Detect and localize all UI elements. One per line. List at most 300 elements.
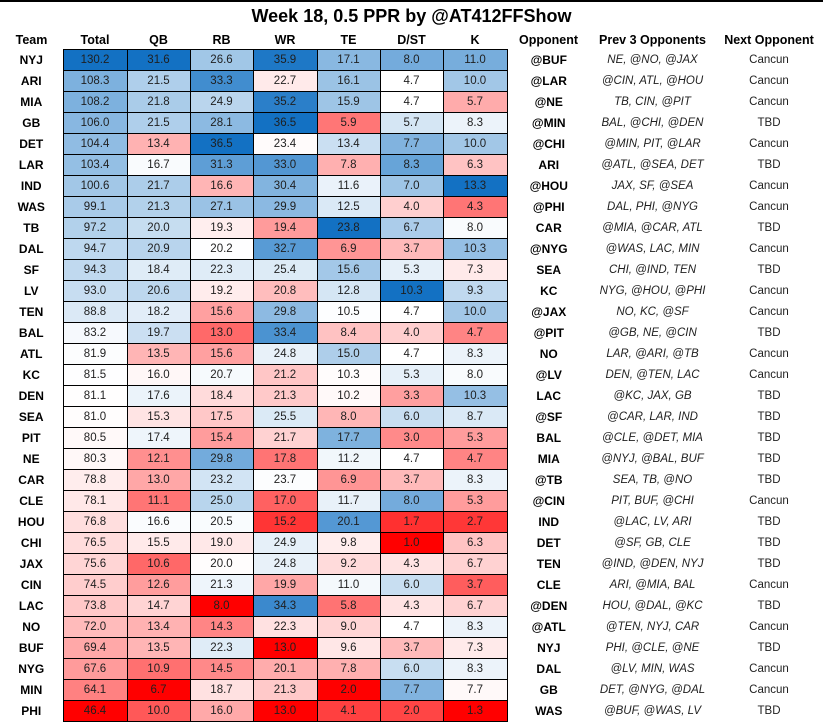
heat-cell-te: 11.0 [317,575,380,596]
heat-cell-rb: 25.0 [190,491,253,512]
heat-cell-te: 9.6 [317,638,380,659]
heat-cell-te: 12.8 [317,281,380,302]
prev-3-opponents: DEN, @TEN, LAC [605,369,700,381]
heat-cell-wr: 19.4 [253,218,317,239]
heat-cell-total: 75.6 [63,554,127,575]
heat-cell-rb: 19.0 [190,533,253,554]
heat-cell-d-st: 8.3 [380,155,443,176]
opponent-label: DAL [536,662,562,676]
heat-cell-d-st: 1.7 [380,512,443,533]
heat-cell-wr: 36.5 [253,113,317,134]
prev-3-opponents: @TEN, NYJ, CAR [605,621,700,633]
table-row-bal [0,323,823,344]
heat-cell-te: 15.6 [317,260,380,281]
heat-cell-qb: 20.0 [127,218,190,239]
heat-cell-rb: 20.2 [190,239,253,260]
page-title: Week 18, 0.5 PPR by @AT412FFShow [251,6,572,26]
prev-3-opponents: SEA, TB, @NO [612,474,693,486]
team-label: JAX [19,557,43,571]
team-label: CHI [20,536,42,550]
next-opponent: TBD [757,390,781,402]
heat-cell-total: 76.5 [63,533,127,554]
col-header-next-opponent: Next Opponent [724,33,814,48]
team-label: NYJ [19,53,43,67]
heat-cell-qb: 6.7 [127,680,190,701]
heat-cell-d-st: 4.7 [380,344,443,365]
table-body [0,50,823,722]
next-opponent: Cancun [749,306,789,318]
heat-cell-rb: 27.1 [190,197,253,218]
team-label: CLE [19,494,44,508]
heat-cell-total: 83.2 [63,323,127,344]
heat-cell-rb: 22.3 [190,638,253,659]
table-row-mia [0,92,823,113]
col-header-d-st: D/ST [397,33,426,47]
heat-cell-total: 88.8 [63,302,127,323]
heat-cell-k: 7.3 [443,260,507,281]
heat-cell-d-st: 8.0 [380,50,443,71]
heat-cell-rb: 15.4 [190,428,253,449]
heat-cell-total: 46.4 [63,701,127,722]
opponent-label: @CIN [532,494,565,508]
heat-cell-k: 10.0 [443,134,507,155]
table-row-sf [0,260,823,281]
team-label: NYG [18,662,45,676]
heat-cell-total: 74.5 [63,575,127,596]
heat-cell-wr: 21.3 [253,386,317,407]
team-label: BAL [18,326,44,340]
opponent-label: SEA [536,263,562,277]
opponent-label: CAR [535,221,562,235]
heat-cell-k: 3.7 [443,575,507,596]
heat-cell-qb: 15.3 [127,407,190,428]
heat-cell-wr: 25.5 [253,407,317,428]
heat-cell-qb: 15.5 [127,533,190,554]
heat-cell-te: 2.0 [317,680,380,701]
table-row-was [0,197,823,218]
prev-3-opponents: PHI, @CLE, @NE [605,642,700,654]
heat-cell-wr: 22.3 [253,617,317,638]
next-opponent: TBD [757,117,781,129]
heat-cell-wr: 21.7 [253,428,317,449]
heat-cell-qb: 20.9 [127,239,190,260]
opponent-label: @NE [534,95,563,109]
heat-cell-te: 8.0 [317,407,380,428]
heat-cell-te: 15.0 [317,344,380,365]
heat-cell-total: 67.6 [63,659,127,680]
prev-3-opponents: @CLE, @DET, MIA [602,432,703,444]
heat-cell-qb: 20.6 [127,281,190,302]
heat-cell-d-st: 7.7 [380,134,443,155]
next-opponent: Cancun [749,369,789,381]
heat-cell-qb: 21.5 [127,113,190,134]
heat-cell-rb: 36.5 [190,134,253,155]
heat-cell-rb: 20.0 [190,554,253,575]
team-label: SF [23,263,39,277]
opponent-label: @CHI [532,137,565,151]
heat-cell-k: 8.3 [443,617,507,638]
heat-cell-k: 8.3 [443,113,507,134]
table-row-sea [0,407,823,428]
prev-3-opponents: @LV, MIN, WAS [610,663,695,675]
team-label: ATL [20,347,43,361]
heat-cell-k: 4.7 [443,323,507,344]
heat-cell-te: 10.3 [317,365,380,386]
team-label: KC [22,368,40,382]
heat-cell-wr: 29.9 [253,197,317,218]
heat-cell-te: 6.9 [317,470,380,491]
table-row-den [0,386,823,407]
table-row-nyj [0,50,823,71]
heat-cell-wr: 13.0 [253,701,317,722]
heat-cell-qb: 18.4 [127,260,190,281]
prev-3-opponents: @GB, NE, @CIN [608,327,697,339]
heat-cell-d-st: 4.7 [380,71,443,92]
table-row-dal [0,239,823,260]
heat-cell-k: 6.7 [443,554,507,575]
heat-cell-wr: 21.2 [253,365,317,386]
heat-cell-k: 10.0 [443,71,507,92]
heat-cell-rb: 18.7 [190,680,253,701]
heat-cell-wr: 24.8 [253,344,317,365]
heat-cell-total: 99.1 [63,197,127,218]
col-header-te: TE [340,33,357,47]
prev-3-opponents: JAX, SF, @SEA [611,180,694,192]
next-opponent: Cancun [749,579,789,591]
next-opponent: TBD [757,222,781,234]
heat-cell-total: 93.0 [63,281,127,302]
prev-3-opponents: @CIN, ATL, @HOU [601,75,704,87]
col-header-prev-3-opponents: Prev 3 Opponents [599,33,706,48]
prev-3-opponents: NO, KC, @SF [616,306,689,318]
next-opponent: Cancun [749,138,789,150]
heat-cell-d-st: 5.3 [380,365,443,386]
opponent-label: @MIN [531,116,566,130]
ppr-heatmap-table [0,31,823,722]
team-label: TEN [19,305,44,319]
heat-cell-k: 9.3 [443,281,507,302]
col-header-qb: QB [149,33,168,47]
heat-cell-te: 6.9 [317,239,380,260]
heat-cell-k: 1.3 [443,701,507,722]
heat-cell-total: 94.3 [63,260,127,281]
heat-cell-d-st: 3.7 [380,470,443,491]
opponent-label: NO [539,347,558,361]
heat-cell-wr: 32.7 [253,239,317,260]
prev-3-opponents: CHI, @IND, TEN [608,264,697,276]
next-opponent: Cancun [749,180,789,192]
heat-cell-qb: 16.6 [127,512,190,533]
opponent-label: MIA [537,452,560,466]
heat-cell-qb: 17.6 [127,386,190,407]
heat-cell-rb: 13.0 [190,323,253,344]
team-label: NE [22,452,40,466]
prev-3-opponents: @MIA, @CAR, ATL [602,222,703,234]
heat-cell-te: 5.8 [317,596,380,617]
heat-cell-d-st: 6.7 [380,218,443,239]
heat-cell-wr: 13.0 [253,638,317,659]
heat-cell-d-st: 4.0 [380,323,443,344]
table-row-car [0,470,823,491]
heat-cell-total: 94.7 [63,239,127,260]
prev-3-opponents: @MIN, PIT, @LAR [604,138,701,150]
heat-cell-total: 76.8 [63,512,127,533]
heat-cell-rb: 23.2 [190,470,253,491]
next-opponent: TBD [757,264,781,276]
heat-cell-d-st: 4.7 [380,302,443,323]
heat-cell-total: 100.6 [63,176,127,197]
prev-3-opponents: ARI, @MIA, BAL [609,579,696,591]
heat-cell-rb: 20.7 [190,365,253,386]
heat-cell-total: 130.2 [63,50,127,71]
heat-cell-rb: 15.6 [190,302,253,323]
heat-cell-rb: 31.3 [190,155,253,176]
heat-cell-wr: 24.9 [253,533,317,554]
heat-cell-qb: 14.7 [127,596,190,617]
opponent-label: IND [538,515,560,529]
next-opponent: TBD [757,474,781,486]
table-row-ten [0,302,823,323]
table-row-min [0,680,823,701]
team-label: BUF [18,641,44,655]
next-opponent: Cancun [749,201,789,213]
heat-cell-d-st: 4.7 [380,617,443,638]
heat-cell-k: 4.3 [443,197,507,218]
table-row-pit [0,428,823,449]
prev-3-opponents: @NYJ, @BAL, BUF [601,453,704,465]
heat-cell-total: 81.0 [63,407,127,428]
next-opponent: TBD [757,600,781,612]
heat-cell-d-st: 4.3 [380,554,443,575]
heat-cell-k: 8.0 [443,365,507,386]
heat-cell-qb: 13.4 [127,617,190,638]
next-opponent: Cancun [749,495,789,507]
heat-cell-qb: 13.4 [127,134,190,155]
opponent-label: @JAX [531,305,567,319]
col-header-total: Total [80,33,110,47]
heat-cell-k: 10.3 [443,386,507,407]
heat-cell-k: 11.0 [443,50,507,71]
heat-cell-total: 72.0 [63,617,127,638]
prev-3-opponents: @SF, GB, CLE [614,537,691,549]
table-row-cle [0,491,823,512]
heat-cell-wr: 35.2 [253,92,317,113]
team-label: NO [22,620,41,634]
heat-cell-qb: 10.0 [127,701,190,722]
next-opponent: TBD [757,516,781,528]
table-row-nyg [0,659,823,680]
heat-cell-k: 5.3 [443,428,507,449]
table-row-phi [0,701,823,722]
heat-cell-d-st: 3.0 [380,428,443,449]
heat-cell-d-st: 4.3 [380,596,443,617]
opponent-label: WAS [535,704,563,718]
heat-cell-rb: 16.0 [190,701,253,722]
heat-cell-k: 6.7 [443,596,507,617]
prev-3-opponents: DET, @NYG, @DAL [599,684,706,696]
table-row-hou [0,512,823,533]
heat-cell-k: 8.0 [443,218,507,239]
heat-cell-qb: 12.1 [127,449,190,470]
prev-3-opponents: @WAS, LAC, MIN [605,243,700,255]
heat-cell-rb: 18.4 [190,386,253,407]
prev-3-opponents: BAL, @CHI, @DEN [601,117,704,129]
next-opponent: TBD [757,705,781,717]
heat-cell-wr: 30.4 [253,176,317,197]
heat-cell-te: 12.5 [317,197,380,218]
heat-cell-te: 17.1 [317,50,380,71]
team-label: IND [20,179,42,193]
prev-3-opponents: TB, CIN, @PIT [614,96,691,108]
next-opponent: Cancun [749,285,789,297]
col-header-k: K [470,33,480,47]
heat-cell-total: 97.2 [63,218,127,239]
team-label: LV [24,284,39,298]
team-label: CAR [18,473,45,487]
heat-cell-te: 11.7 [317,491,380,512]
heat-cell-wr: 23.7 [253,470,317,491]
team-label: TB [23,221,40,235]
heat-cell-total: 103.4 [63,155,127,176]
prev-3-opponents: NYG, @HOU, @PHI [599,285,706,297]
heat-cell-qb: 17.4 [127,428,190,449]
opponent-label: @LV [535,368,562,382]
heat-cell-wr: 20.8 [253,281,317,302]
heat-cell-rb: 16.6 [190,176,253,197]
heat-cell-te: 8.4 [317,323,380,344]
heat-cell-total: 81.1 [63,386,127,407]
heat-cell-k: 8.7 [443,407,507,428]
heat-cell-d-st: 6.0 [380,407,443,428]
heat-cell-wr: 35.9 [253,50,317,71]
heat-cell-te: 7.8 [317,659,380,680]
team-label: PIT [21,431,41,445]
heat-cell-rb: 17.5 [190,407,253,428]
heat-cell-d-st: 5.7 [380,113,443,134]
team-label: SEA [18,410,44,424]
heat-cell-rb: 19.2 [190,281,253,302]
heat-cell-qb: 21.3 [127,197,190,218]
heat-cell-rb: 8.0 [190,596,253,617]
opponent-label: ARI [538,158,560,172]
col-header-wr: WR [274,33,296,47]
heat-cell-qb: 13.0 [127,470,190,491]
heat-cell-wr: 24.8 [253,554,317,575]
heat-cell-qb: 13.5 [127,638,190,659]
next-opponent: TBD [757,537,781,549]
next-opponent: Cancun [749,348,789,360]
heat-cell-wr: 21.3 [253,680,317,701]
heat-cell-total: 78.8 [63,470,127,491]
next-opponent: Cancun [749,54,789,66]
heat-cell-wr: 20.1 [253,659,317,680]
heat-cell-d-st: 6.0 [380,575,443,596]
heat-cell-k: 5.3 [443,491,507,512]
opponent-label: @PIT [533,326,564,340]
heat-cell-te: 20.1 [317,512,380,533]
table-row-chi [0,533,823,554]
heat-cell-qb: 10.6 [127,554,190,575]
next-opponent: Cancun [749,663,789,675]
table-row-buf [0,638,823,659]
heat-cell-d-st: 4.7 [380,449,443,470]
heat-cell-k: 8.3 [443,659,507,680]
table-row-jax [0,554,823,575]
heat-cell-d-st: 3.7 [380,638,443,659]
prev-3-opponents: @BUF, @WAS, LV [603,705,702,717]
next-opponent: TBD [757,453,781,465]
heat-cell-k: 10.3 [443,239,507,260]
heat-cell-total: 108.3 [63,71,127,92]
heat-cell-wr: 33.4 [253,323,317,344]
heat-cell-te: 4.1 [317,701,380,722]
team-label: ARI [20,74,42,88]
heat-cell-te: 11.6 [317,176,380,197]
heat-cell-rb: 14.3 [190,617,253,638]
heat-cell-qb: 19.7 [127,323,190,344]
prev-3-opponents: @IND, @DEN, NYJ [601,558,704,570]
table-row-lv [0,281,823,302]
heat-cell-wr: 34.3 [253,596,317,617]
heat-cell-te: 17.7 [317,428,380,449]
opponent-label: GB [539,683,558,697]
table-row-kc [0,365,823,386]
opponent-label: BAL [536,431,562,445]
heat-cell-d-st: 5.3 [380,260,443,281]
heat-cell-k: 10.0 [443,302,507,323]
table-row-gb [0,113,823,134]
next-opponent: Cancun [749,243,789,255]
team-label: DAL [18,242,44,256]
heat-cell-wr: 17.0 [253,491,317,512]
heat-cell-rb: 14.5 [190,659,253,680]
next-opponent: Cancun [749,96,789,108]
table-row-ne [0,449,823,470]
next-opponent: TBD [757,327,781,339]
heat-cell-d-st: 6.0 [380,659,443,680]
team-label: MIN [20,683,43,697]
team-label: DET [19,137,44,151]
heat-cell-qb: 10.9 [127,659,190,680]
table-row-lac [0,596,823,617]
table-row-lar [0,155,823,176]
heat-cell-qb: 12.6 [127,575,190,596]
col-header-rb: RB [212,33,231,47]
heat-cell-wr: 15.2 [253,512,317,533]
heat-cell-te: 9.8 [317,533,380,554]
heat-cell-total: 73.8 [63,596,127,617]
opponent-label: @ATL [531,620,566,634]
opponent-label: @HOU [529,179,568,193]
heat-cell-qb: 21.8 [127,92,190,113]
heat-cell-te: 10.5 [317,302,380,323]
heat-cell-te: 23.8 [317,218,380,239]
heat-cell-total: 69.4 [63,638,127,659]
heat-cell-wr: 33.0 [253,155,317,176]
heat-cell-total: 81.5 [63,365,127,386]
heat-cell-k: 7.3 [443,638,507,659]
heat-cell-te: 10.2 [317,386,380,407]
heat-cell-k: 2.7 [443,512,507,533]
heat-cell-total: 81.9 [63,344,127,365]
header-row [0,31,823,50]
heat-cell-total: 108.2 [63,92,127,113]
opponent-label: KC [540,284,558,298]
opponent-label: @TB [534,473,563,487]
heat-cell-qb: 16.0 [127,365,190,386]
team-label: LAC [18,599,44,613]
table-header [0,31,823,50]
